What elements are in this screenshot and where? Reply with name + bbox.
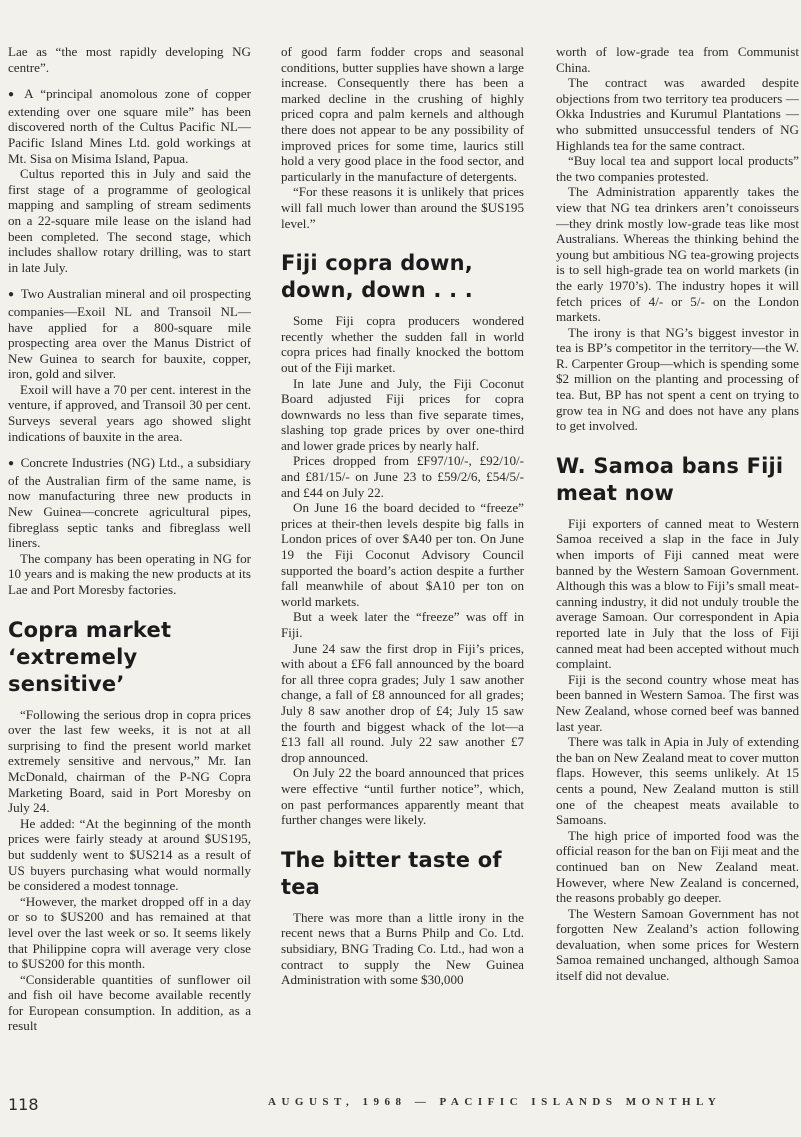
article-paragraph: June 24 saw the first drop in Fiji’s prices, with about a £F6 fall announced by the board for all three copra grades; July 1 saw another change, a fall of £8 announced for all grades; July 8 saw another drop of £4; July 15 saw the fourth and biggest whack of the lot—a £13 fall all round. July 22 saw another £7 drop announced.	[281, 640, 524, 765]
article-paragraph: The high price of imported food was the official reason for the ban on Fiji meat and the continued ban on New Zealand meat. However, where New Zealand is concerned, the reasons probably go deeper.	[556, 827, 800, 906]
column-3	[556, 44, 799, 984]
news-item-copper: ● A “principal anomolous zone of copper extending over one square mile” has been discovered north of the Cultus Pacific NL—Pacific Island Mines Ltd. gold workings at Mt. Sisa on Misima Island, Papua.	[8, 86, 251, 166]
article-paragraph: “However, the market dropped off in a day or so to $US200 and has remained at that level over the last week or so. It seems likely that Philippine copra will average very close to $US200 for this month.	[8, 893, 251, 972]
article-paragraph: Fiji exporters of canned meat to Western Samoa received a slap in the face in July when imports of Fiji canned meat were banned by the Western Samoan Government. Although this was a blow to Fiji’s small meat-canning industry, it did not unduly trouble the average Samoan. Our correspondent in Apia reported late in July that the loss of Fiji canned meat had been accepted without much complaint.	[556, 515, 799, 672]
news-item-manus: ● Two Australian mineral and oil prospecting companies—Exoil NL and Transoil NL—have applied for a 800-square mile prospecting area over the Manus District of New Guinea to search for bauxite, copper, iron, gold and silver.	[8, 286, 251, 382]
article-paragraph: There was talk in Apia in July of extending the ban on New Zealand meat to cover mutton flaps. However, this seems unlikely. At 15 cents a pound, New Zealand mutton is still one of the cheapest meats available to Samoans.	[556, 734, 799, 828]
article-paragraph: “For these reasons it is unlikely that prices will fall much lower than around the $US195 level.”	[281, 184, 524, 231]
article-paragraph: In late June and July, the Fiji Coconut Board adjusted Fiji prices for copra downwards no less than five separate times, slashing top grade prices by over one-third and lower grade prices by nearly half.	[281, 375, 524, 453]
article-paragraph: He added: “At the beginning of the month prices were fairly steady at around $US195, but suddenly went to $US214 as a result of US buyers purchasing what would normally be considered a modest tonnage.	[8, 815, 251, 894]
article-paragraph: Prices dropped from £F97/10/-, £92/10/- and £81/15/- on June 23 to £59/2/6, £54/5/- and £44 on July 22.	[281, 453, 524, 500]
article-paragraph: Cultus reported this in July and said the first stage of a programme of geological mapping and sampling of stream sediments on a 22-square mile lease on the island had been completed. The second stage, which includes shallow rotary drilling, was to start in late July.	[8, 166, 251, 275]
article-paragraph: The Western Samoan Government has not forgotten New Zealand’s action following devaluation, when some prices for Western Samoa remained unchanged, although Samoa itself did not devalue.	[556, 905, 799, 984]
headline-copra-market: Copra market ‘extremely sensitive’	[8, 617, 172, 696]
headline-bitter-tea: The bitter taste of tea	[281, 847, 502, 899]
page-footer	[0, 1093, 801, 1123]
article-paragraph: “Buy local tea and support local products” the two companies protested.	[556, 153, 799, 184]
column-1	[8, 44, 251, 1034]
column-2	[281, 44, 524, 988]
article-paragraph: But a week later the “freeze” was off in Fiji.	[281, 609, 524, 640]
headline-samoa-bans: W. Samoa bans Fiji meat now	[556, 453, 784, 505]
article-paragraph: The Administration apparently takes the view that NG tea drinkers aren’t conoisseurs—they drink mostly low-grade teas like most Australians. Whereas the thinking behind the young but ambitious NG tea-growing projects is to sell high-grade tea on world markets (in the early 1970’s). The industry hopes it will fetch prices of 4/- or 5/- on the London markets.	[556, 184, 799, 325]
page-number: 118	[8, 1095, 39, 1114]
article-paragraph: The irony is that NG’s biggest investor in tea is BP’s competitor in the territory—the W. R. Carpenter Group—which is spending some $2 million on the planting and processing of tea. But, BP has not spent a cent on trying to grow tea in NG and does not have any plans to get involved.	[556, 324, 799, 434]
article-paragraph: worth of low-grade tea from Communist China.	[556, 44, 799, 75]
news-item-concrete: ● Concrete Industries (NG) Ltd., a subsidiary of the Australian firm of the same name, is now manufacturing three new products in New Guinea—concrete agricultural pipes, fibreglass septic tanks and fibreglass well liners.	[8, 455, 251, 551]
article-paragraph: The company has been operating in NG for 10 years and is making the new products at its Lae and Port Moresby factories.	[8, 550, 251, 597]
article-paragraph: Lae as “the most rapidly developing NG centre”.	[8, 44, 251, 75]
article-paragraph: Some Fiji copra producers wondered recently whether the sudden fall in world copra prices had finally knocked the bottom out of the Fiji market.	[281, 313, 524, 375]
article-paragraph: There was more than a little irony in the recent news that a Burns Philp and Co. Ltd. subsidiary, BNG Trading Co. Ltd., had won a contract to supply the New Guinea Administration with some $30,000	[281, 909, 524, 988]
headline-fiji-copra: Fiji copra down, down, down . . .	[281, 251, 473, 303]
article-paragraph: The contract was awarded despite objections from two territory tea producers — Okka Industries and Kurumul Plantations — who submitted unsuccessful tenders of NG Highlands tea for the same contract.	[556, 75, 799, 153]
article-paragraph: “Considerable quantities of sunflower oil and fish oil have become available recently for European consumption. In addition, as a result	[8, 971, 251, 1034]
article-paragraph: of good farm fodder crops and seasonal conditions, butter supplies have shown a large increase. Consequently there has been a marked decline in the crushing of highly priced copra and palm kernels and although there does not appear to be any possibility of improved prices for some time, laurics still hold a very good place in the food sector, and particularly in the manufacture of detergents.	[281, 44, 524, 184]
article-paragraph: Fiji is the second country whose meat has been banned in Western Samoa. The first was New Zealand, whose corned beef was banned last year.	[556, 671, 799, 734]
article-paragraph: “Following the serious drop in copra prices over the last few weeks, it is not at all surprising to find the present world market extremely sensitive and nervous,” Mr. Ian McDonald, chairman of the P-NG Copra Marketing Board, said in Port Moresby on July 24.	[8, 706, 251, 816]
article-paragraph: On July 22 the board announced that prices were effective “until further notice”, which, on past performances apparently meant that further changes were likely.	[281, 765, 524, 828]
article-paragraph: On June 16 the board decided to “freeze” prices at their-then levels despite big falls in London prices of over $A40 per ton. On June 19 the Fiji Coconut Advisory Council supported the board’s action despite a further fall meanwhile of about $A10 per ton on world markets.	[281, 500, 524, 609]
running-footer: AUGUST, 1968 — PACIFIC ISLANDS MONTHLY	[268, 1096, 722, 1108]
article-paragraph: Exoil will have a 70 per cent. interest in the venture, if approved, and Transoil 30 per cent. Surveys several years ago showed slight indications of bauxite in the area.	[8, 381, 251, 444]
